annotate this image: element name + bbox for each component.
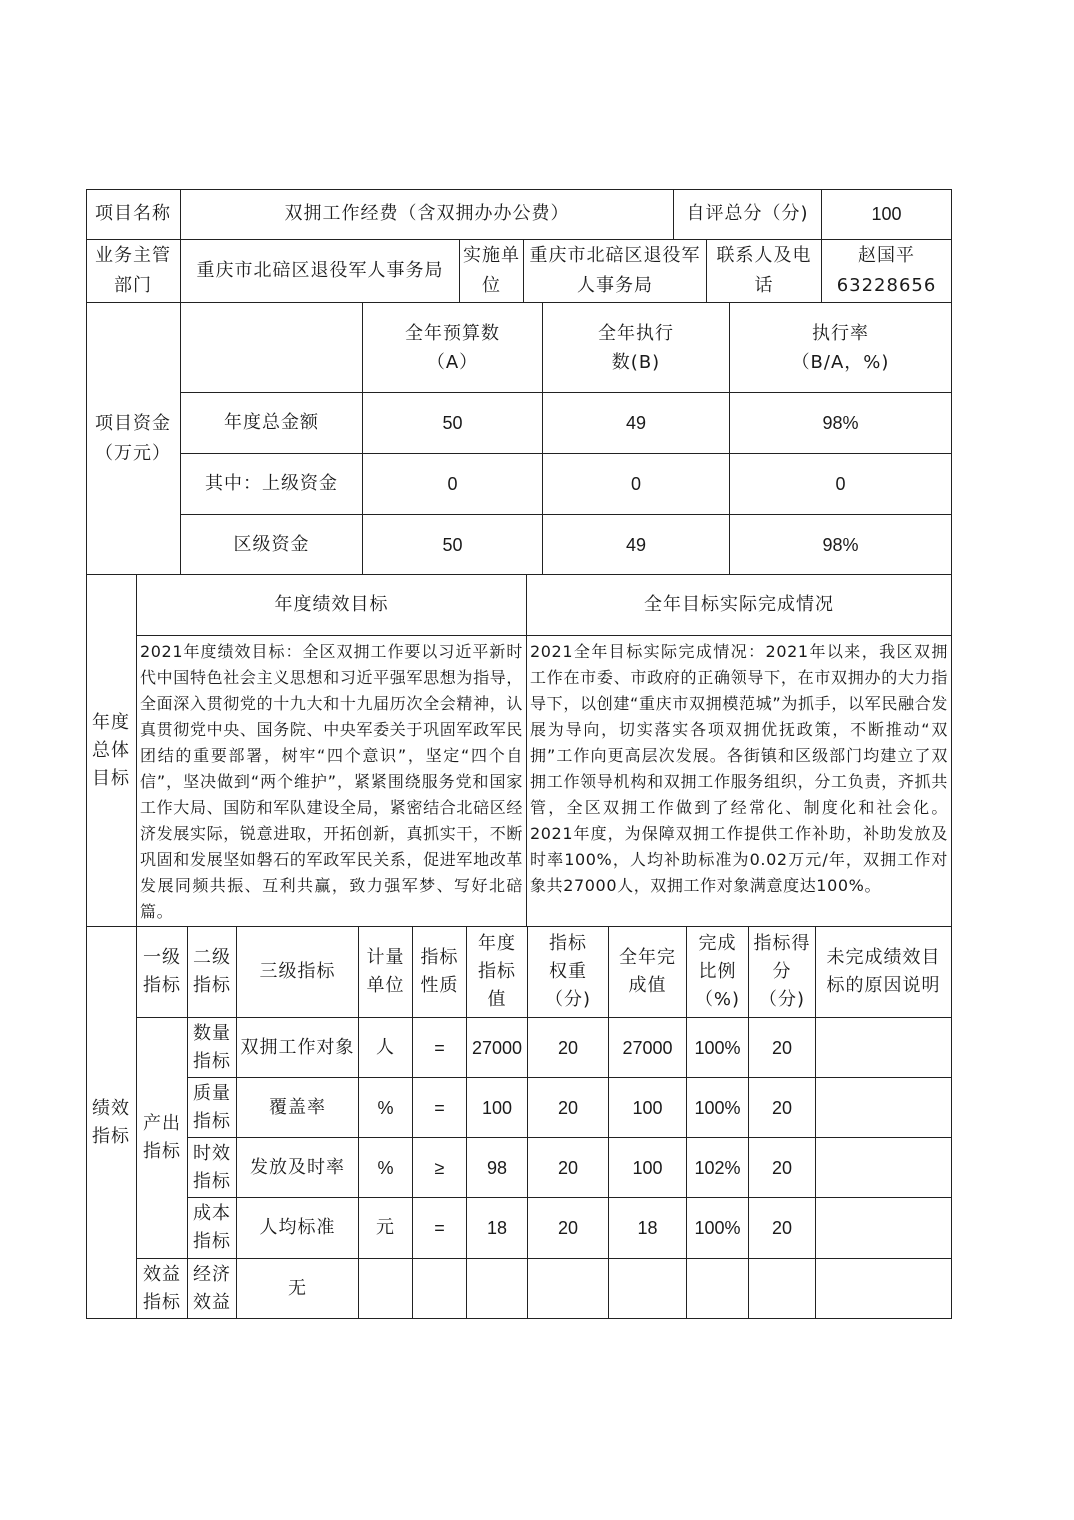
ind-header-nature: 指标性质 xyxy=(413,927,467,1018)
goals-actual-text: 2021全年目标实际完成情况：2021年以来，我区双拥工作在市委、市政府的正确领导下，在市双拥办的大力指导下，以创建“重庆市双拥模范城”为抓手，以军民融合发展为导向，切实落实各项双拥优抚政策，不断推动“双拥”工作向更高层次发展。各街镇和区级部门均建立了双拥工作领导机构和双拥工作服务组织，分工负责，齐抓共管，全区双拥工作做到了经常化、制度化和社会化。2021年度，为保障双拥工作提供工作补助，补助发放及时率100%，人均补助标准为0.02万元/年，双拥工作对象共27000人，双拥工作对象满意度达100%。 xyxy=(527,636,952,927)
ind-row-weight: 20 xyxy=(528,1138,609,1198)
ind-header-weight: 指标权重（分) xyxy=(528,927,609,1018)
ind-row-ratio: 100% xyxy=(687,1018,749,1078)
ind-row-actual: 18 xyxy=(609,1198,687,1259)
ind-header-unit: 计量单位 xyxy=(359,927,413,1018)
ind-header-level3: 三级指标 xyxy=(237,927,359,1018)
ind-header-target: 年度指标值 xyxy=(467,927,528,1018)
goals-target-text: 2021年度绩效目标：全区双拥工作要以习近平新时代中国特色社会主义思想和习近平强军思想为指导，全面深入贯彻党的十九大和十九届历次全会精神，认真贯彻党中央、国务院、中央军委关于巩固军政军民团结的重要部署，树牢“四个意识”，坚定“四个自信”，坚决做到“两个维护”，紧紧围绕服务党和国家工作大局、国防和军队建设全局，紧密结合北碚区经济发展实际，锐意进取，开拓创新，真抓实干，不断巩固和发展坚如磐石的军政军民关系，促进军地改革发展同频共振、互利共赢，致力强军梦、写好北碚篇。 xyxy=(137,636,527,927)
ind-row-ratio: 102% xyxy=(687,1138,749,1198)
ind-row-level2: 质量指标 xyxy=(188,1078,237,1138)
indicators-label: 绩效指标 xyxy=(86,927,137,1319)
ind-row-actual xyxy=(609,1259,687,1319)
ind-header-score: 指标得分（分) xyxy=(749,927,816,1018)
funds-col-rate: 执行率（B/A，%) xyxy=(730,303,952,393)
ind-row-nature: = xyxy=(413,1078,467,1138)
impl-value: 重庆市北碚区退役军人事务局 xyxy=(524,240,707,303)
funds-header-blank xyxy=(181,303,363,393)
ind-row-weight: 20 xyxy=(528,1018,609,1078)
ind-row-level3: 覆盖率 xyxy=(237,1078,359,1138)
ind-row-reason xyxy=(816,1259,952,1319)
ind-row-reason xyxy=(816,1198,952,1259)
ind-row-weight: 20 xyxy=(528,1078,609,1138)
ind-row-nature: = xyxy=(413,1018,467,1078)
ind-row-level3: 发放及时率 xyxy=(237,1138,359,1198)
ind-row-actual: 100 xyxy=(609,1138,687,1198)
contact-label: 联系人及电话 xyxy=(707,240,822,303)
funds-row-total-rate: 98% xyxy=(730,393,952,454)
ind-header-level2: 二级指标 xyxy=(188,927,237,1018)
ind-row-unit: % xyxy=(359,1078,413,1138)
funds-row-upper-rate: 0 xyxy=(730,454,952,515)
ind-row-score: 20 xyxy=(749,1198,816,1259)
ind-row-actual: 100 xyxy=(609,1078,687,1138)
funds-row-district-exec: 49 xyxy=(543,515,730,575)
ind-row-unit xyxy=(359,1259,413,1319)
dept-value: 重庆市北碚区退役军人事务局 xyxy=(181,240,460,303)
ind-row-score: 20 xyxy=(749,1018,816,1078)
self-score-label: 自评总分（分) xyxy=(674,189,822,240)
goals-col-target: 年度绩效目标 xyxy=(137,575,527,636)
contact-value: 赵国平 63228656 xyxy=(822,240,952,303)
ind-header-ratio: 完成比例（%) xyxy=(687,927,749,1018)
ind-output-label: 产出指标 xyxy=(137,1018,188,1259)
ind-row-reason xyxy=(816,1078,952,1138)
ind-row-target: 100 xyxy=(467,1078,528,1138)
funds-row-upper-label: 其中：上级资金 xyxy=(181,454,363,515)
project-name-value: 双拥工作经费（含双拥办办公费） xyxy=(181,189,674,240)
funds-col-exec: 全年执行数(B) xyxy=(543,303,730,393)
funds-label: 项目资金（万元） xyxy=(86,303,181,575)
ind-header-actual: 全年完成值 xyxy=(609,927,687,1018)
ind-row-unit: 人 xyxy=(359,1018,413,1078)
impl-label: 实施单位 xyxy=(460,240,524,303)
ind-row-actual: 27000 xyxy=(609,1018,687,1078)
ind-row-level2: 经济效益 xyxy=(188,1259,237,1319)
ind-row-ratio: 100% xyxy=(687,1198,749,1259)
ind-row-level2: 成本指标 xyxy=(188,1198,237,1259)
goals-col-actual: 全年目标实际完成情况 xyxy=(527,575,952,636)
ind-header-level1: 一级指标 xyxy=(137,927,188,1018)
funds-row-district-budget: 50 xyxy=(363,515,543,575)
ind-row-weight xyxy=(528,1259,609,1319)
ind-row-score xyxy=(749,1259,816,1319)
ind-row-reason xyxy=(816,1138,952,1198)
ind-row-ratio: 100% xyxy=(687,1078,749,1138)
ind-row-level2: 数量指标 xyxy=(188,1018,237,1078)
goals-label: 年度总体目标 xyxy=(86,575,137,927)
ind-row-score: 20 xyxy=(749,1138,816,1198)
ind-row-weight: 20 xyxy=(528,1198,609,1259)
ind-row-reason xyxy=(816,1018,952,1078)
ind-row-nature xyxy=(413,1259,467,1319)
funds-row-district-rate: 98% xyxy=(730,515,952,575)
ind-row-target: 27000 xyxy=(467,1018,528,1078)
funds-row-total-exec: 49 xyxy=(543,393,730,454)
ind-row-ratio xyxy=(687,1259,749,1319)
ind-benefit-label: 效益指标 xyxy=(137,1259,188,1319)
project-name-label: 项目名称 xyxy=(86,189,181,240)
ind-row-target xyxy=(467,1259,528,1319)
ind-row-level2: 时效指标 xyxy=(188,1138,237,1198)
ind-row-score: 20 xyxy=(749,1078,816,1138)
funds-row-upper-exec: 0 xyxy=(543,454,730,515)
ind-row-target: 18 xyxy=(467,1198,528,1259)
ind-header-reason: 未完成绩效目标的原因说明 xyxy=(816,927,952,1018)
self-score-value: 100 xyxy=(822,189,952,240)
ind-row-unit: 元 xyxy=(359,1198,413,1259)
funds-col-budget: 全年预算数（A） xyxy=(363,303,543,393)
ind-row-nature: = xyxy=(413,1198,467,1259)
ind-row-level3: 双拥工作对象 xyxy=(237,1018,359,1078)
funds-row-total-budget: 50 xyxy=(363,393,543,454)
funds-row-total-label: 年度总金额 xyxy=(181,393,363,454)
ind-row-nature: ≥ xyxy=(413,1138,467,1198)
ind-row-level3: 人均标准 xyxy=(237,1198,359,1259)
funds-row-district-label: 区级资金 xyxy=(181,515,363,575)
ind-row-level3: 无 xyxy=(237,1259,359,1319)
ind-row-unit: % xyxy=(359,1138,413,1198)
dept-label: 业务主管部门 xyxy=(86,240,181,303)
ind-row-target: 98 xyxy=(467,1138,528,1198)
funds-row-upper-budget: 0 xyxy=(363,454,543,515)
